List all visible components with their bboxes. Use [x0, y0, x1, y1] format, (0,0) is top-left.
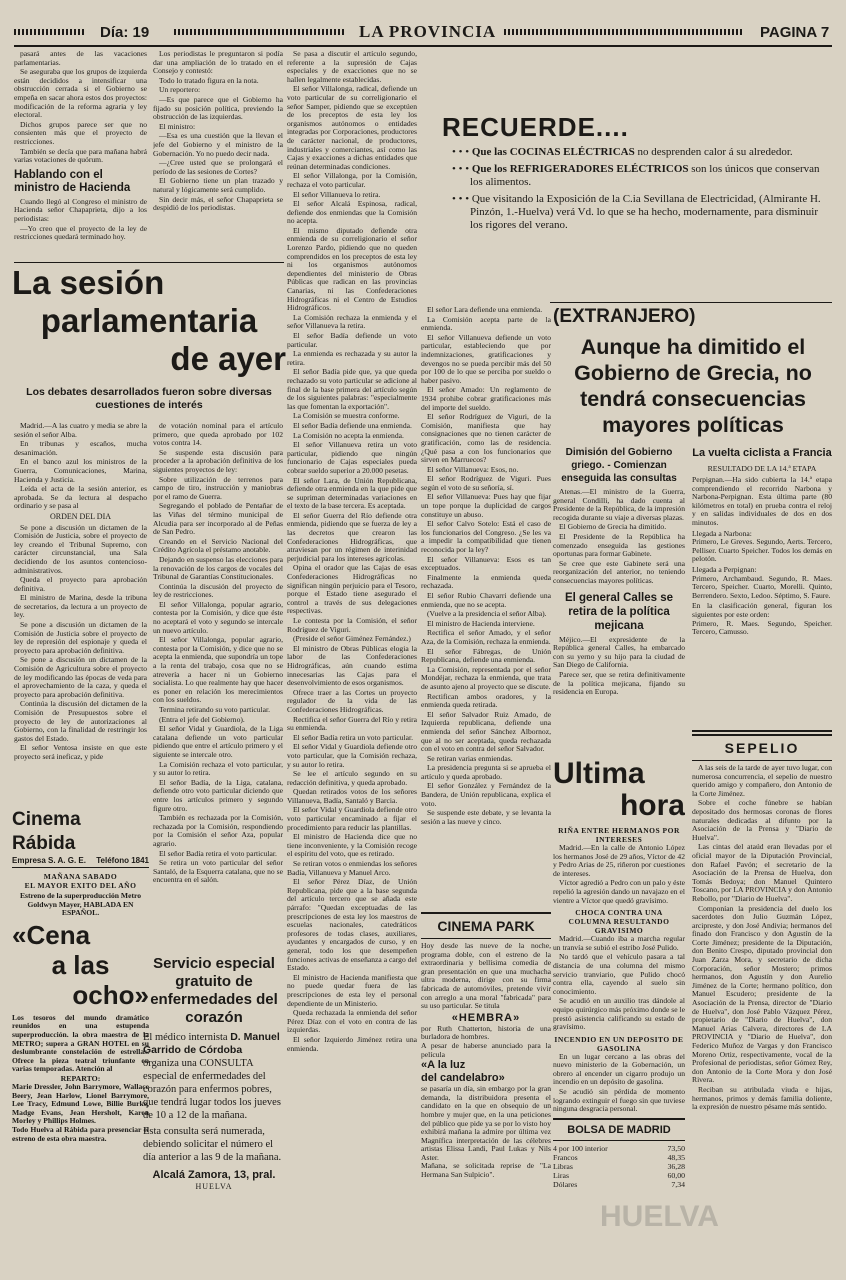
paragraph: El señor Villanueva retira un voto particular, pidiendo que ningún funcionario de Cajas especiales pueda cobrar sueldo superior a 20.000 pesetas.: [287, 440, 417, 475]
ultima-hora-title-l2: hora: [619, 789, 685, 822]
bullet-dots: • • •: [452, 163, 470, 175]
header-left-hatch: [14, 29, 84, 35]
vuelta-head: La vuelta ciclista a Francia: [692, 447, 832, 459]
paragraph: Madrid.—A las cuatro y media se abre la sesión el señor Alba.: [14, 422, 147, 439]
paragraph: Sobre utilización de terrenos para campo de tiro, instrucción y maniobras por el ramo de Guerra.: [153, 474, 283, 501]
bolsa-value: 7,34: [671, 1179, 685, 1189]
paragraph: Reciban su atribulada viuda e hijas, hermanos, primos y demás familia doliente, la expresión de nuestro pésame más sentido.: [692, 1084, 832, 1112]
paragraph: Queda rechazada la enmienda del señor Pérez Díaz con el voto en contra de las izquierdas.: [287, 1008, 417, 1035]
incendio-head: INCENDIO EN UN DEPOSITO DE GASOLINA: [554, 1034, 684, 1053]
paragraph: El señor Vidal y Guardiola, de la Liga catalana defiende un voto particular pidiendo que entre el artículo primero y el siguiente se intercale otro.: [153, 724, 283, 759]
bolsa-value: 60,00: [667, 1170, 685, 1180]
extranjero-headline: Aunque ha dimitido el Gobierno de Grecia, no tendrá consecuencias mayores políticas: [574, 335, 812, 437]
paragraph: Dejando en suspenso las elecciones para la renovación de los cargos de vocales del Tribunal de Garantías Constitucionales.: [153, 554, 283, 582]
paragraph: Ofrece traer a las Cortes un proyecto regulador de la vida de las Confederaciones Hidrográficas.: [287, 687, 417, 714]
bullet-dots: • • •: [452, 146, 470, 158]
paragraph: Todo lo tratado figura en la nota.: [159, 75, 259, 85]
recuerde-ad: [420, 112, 832, 298]
header-page: PAGINA 7: [760, 24, 830, 41]
cinema-rabida-ad: [12, 808, 149, 1218]
ultima-hora: [553, 758, 685, 1243]
servicio-city: HUELVA: [195, 1182, 233, 1191]
dimision-head: Dimisión del Gobierno griego. - Comienzan enseguida las consultas: [561, 447, 677, 484]
cinema-park-body1: Hoy desde las nueve de la noche, programa doble, con el estreno de la extraordinaria y bellísima comedia de gran presentación en que una muchacha ultra moderna, dirige con su firma fabricada de automóviles, pretende vivir con arreglo a una moral "fabricada" para su uso particular. Se titula: [421, 941, 551, 1011]
bolsa-label: Liras: [553, 1170, 570, 1180]
paragraph: El señor Calvo Sotelo: Está el caso de los funcionarios del Congreso. ¿Se les va a impedir la compatibilidad que tienen reconocida por la ley?: [421, 519, 551, 555]
paragraph: El ministro:: [159, 121, 196, 131]
paragraph: El señor Villanueva: Esos, no.: [427, 464, 519, 474]
paragraph: Se pasa a discutir el artículo segundo, referente a la supresión de Cajas especiales y de exacciones que no se hallen legalmente establecidas.: [287, 50, 417, 84]
rina-head: RIÑA ENTRE HERMANOS POR INTERESES: [558, 826, 680, 844]
paragraph: Un reportero:: [159, 85, 201, 95]
paragraph: Se pone a discusión un dictamen de la Comisión de Agricultura sobre el proyecto de ley modificando las épocas de veda para el aprovechamiento de la caza, y queda el proyecto para aprobación definitiva.: [14, 655, 147, 699]
paragraph: El señor Villalonga, popular agrario, contesta por la Comisión, y dice que éste no aceptará el voto y segundo se intercale un nuevo artículo.: [153, 599, 283, 635]
paragraph: El señor Ventosa insiste en que este proyecto será ineficaz, y pide: [14, 743, 147, 761]
paragraph: La Comisión se muestra conforme.: [293, 411, 400, 421]
cinema-park-body2: por Ruth Chatterton, historia de una burladora de hombres.: [421, 1023, 551, 1042]
paragraph: El señor Vidal y Guardiola defiende otro voto particular, que la Comisión rechaza, y su autor lo retira.: [287, 742, 417, 769]
cinema-park-film2-l2: del candelabro»: [421, 1072, 505, 1085]
paragraph: El Gobierno tiene un plan trazado y natural y lógicamente será cumplido.: [153, 176, 283, 194]
session-col2: [153, 422, 283, 942]
paragraph: A las seis de la tarde de ayer tuvo lugar, con numerosa concurrencia, el sepelio de nuestro querido amigo y compañero, don Antonio de la Corte Jiménez.: [692, 763, 832, 798]
extranjero-section: [553, 306, 833, 446]
headline-subhead: Los debates desarrollados fueron sobre diversas cuestiones de interés: [26, 386, 272, 411]
servicio-title: Servicio especial gratuito de enfermedades del corazón: [150, 955, 278, 1026]
paragraph: El ministro de Marina, desde la tribuna de secretarios, da lectura a un proyecto de ley.: [14, 593, 147, 620]
paragraph: Queda el proyecto para aprobación definitiva.: [14, 575, 147, 593]
sepelio-title: SEPELIO: [692, 734, 832, 761]
bullet-dots: • • •: [452, 193, 470, 205]
paragraph: El señor Villalonga, por la Comisión, rechaza el voto particular.: [287, 171, 417, 189]
vuelta-r3: Primero, R. Maes. Segundo, Speicher. Tercero, Camusso.: [692, 618, 832, 637]
vuelta-l1: Llegada a Narbona:: [692, 528, 752, 538]
session-col1: [14, 422, 147, 804]
bolsa-value: 73,50: [667, 1143, 685, 1153]
recuerde-line2: [420, 163, 832, 189]
paragraph: Quedan retirados votos de los señores Villanueva, Badía, Santaló y Barcia.: [287, 787, 417, 805]
recuerde-line3: [420, 193, 832, 232]
paragraph: El ministro de Obras Públicas elogia la labor de las Confederaciones Hidrográficas, aún cuando estima innecesarias las Cajas para el desenvolvimiento de esos organismos.: [287, 643, 417, 688]
cinema-rabida-cast-head: REPARTO:: [60, 1073, 101, 1083]
paragraph: Continúa la discusión del proyecto de ley de restricciones.: [153, 581, 283, 600]
archive-watermark: HUELVA: [600, 1200, 719, 1233]
paragraph: Finalmente la enmienda queda rechazada.: [421, 572, 551, 591]
recuerde-line1: [420, 146, 832, 159]
film-title-l3: ocho»: [72, 979, 149, 1010]
bolsa-value: 36,28: [667, 1161, 685, 1171]
paragraph: Termina retirando su voto particular.: [159, 705, 271, 714]
extranjero-label: (EXTRANJERO): [553, 306, 696, 327]
recuerde-title: RECUERDE....: [442, 112, 629, 142]
paragraph: El señor Fábregas, de Unión Republicana, defiende una enmienda.: [421, 646, 551, 665]
vuelta-ciclista: [692, 446, 832, 726]
paragraph: Se retira un voto particular del señor Santaló, de la Esquerra catalana, que no se encuentra en el salón.: [153, 858, 283, 885]
paragraph: El señor Vidal y Guardiola defiende otro voto particular encaminado a fijar el procedimiento para reducir las plantillas.: [287, 805, 417, 832]
recuerde-line3-text: Que visitando la Exposición de la C.ia Sevillana de Electricidad, (Almirante H. Pinzón, 1.-Huelva) verá Vd. lo que se ha hecho, modernamente, para disminuir los rigores del verano.: [470, 193, 821, 231]
paragraph: La presidencia pregunta si se aprueba el artículo y queda aprobado.: [421, 763, 551, 781]
servicio-body1-row: [143, 1031, 285, 1057]
paragraph: También es rechazada por la Comisión, rechazada por la Comisión, respondiendo por la Comisión el señor Aza, popular agrario.: [153, 813, 283, 848]
paragraph: (Vuelve a la presidencia el señor Alba).: [427, 609, 547, 619]
recuerde-line1-b: no desprenden calor á su alrededor.: [637, 146, 793, 158]
col1-top: [14, 50, 147, 260]
paragraph: El señor Rodríguez de Viguri, de la Comisión, manifiesta que hay consignaciones que no tienen carácter de gratificación, como las de residencia. ¿Qué pasa a con los funcionarios que sirven en Marruecos?: [421, 412, 551, 465]
paragraph: El señor González y Fernández de la Bandera, de Unión republicana, explica el voto.: [421, 781, 551, 808]
paragraph: Le contesta por la Comisión, el señor Rodríguez de Viguri.: [287, 616, 417, 634]
recuerde-line2-b: son los únicos que conservan los alimentos.: [470, 163, 820, 188]
paragraph: de votación nominal para el artículo primero, que queda aprobado por 102 votos contra 14.: [153, 422, 283, 448]
paragraph: El señor Badía defiende una enmienda.: [293, 420, 412, 430]
paragraph: Rectifica el señor Amado, y el señor Aza, de la Comisión, rechaza la enmienda.: [421, 628, 551, 646]
paragraph: Segregando el poblado de Pentañar de las Viñas del término municipal de Alcudia para ser incorporado al de Peñas de San Pedro.: [153, 501, 283, 537]
paragraph: —Esa es una cuestión que la llevan el jefe del Gobierno y el ministro de la Gobernación. Yo no puedo decir nada.: [153, 131, 283, 158]
paragraph: El señor Amado: Un reglamento de 1934 prohibe cobrar gratificaciones más del importe del sueldo.: [421, 385, 551, 412]
bolsa-row: [553, 1180, 685, 1189]
rina-body: [553, 844, 685, 905]
paragraph: El señor Pérez Díaz, de Unión Republicana, pide que a la base segunda del artículo tercero que se añada este párrafo: "Quedan exceptuadas de las prescripciones de esta ley los maestros de escuelas nacionales, catedráticos profesores de todas clases, auxiliares, ayudantes y encargados de curso, y en general, todo los que desempeñen funciones activas de enseñanza a cargo del Estado.: [287, 877, 417, 973]
cinema-park-body3: A pesar de haberse anunciado para la película: [421, 1040, 551, 1059]
cinema-rabida-company-row: [12, 856, 149, 868]
bolsa-row: [553, 1162, 685, 1171]
paragraph: El señor Badía pide que, ya que queda rechazado su voto particular se adicione al final de la base primera del artículo según de los siguientes palabras: "especialmente las que fomentan la exportación".: [287, 367, 417, 411]
bolsa-row: [553, 1171, 685, 1180]
vuelta-general: En la clasificación general, figuran los siguientes por este orden:: [692, 601, 832, 619]
servicio-body3: Esta consulta será numerada, debiendo solicitar el número el día anterior a las 9 de la mañana.: [143, 1126, 282, 1163]
paragraph: El señor Lara, de Unión Republicana, defiende otra enmienda en la que pide que se supriman determinadas variaciones en el texto de la base tercera. Es aceptada.: [287, 475, 417, 511]
col2-top: [153, 50, 283, 260]
col4: [421, 306, 551, 906]
servicio-body1: El médico internista: [143, 1032, 228, 1043]
sepelio-body: [692, 764, 832, 1112]
paragraph: Se retiran votos o enmiendas los señores Badía, Villanueva y Manuel Arco.: [287, 859, 417, 877]
paragraph: Víctor agredió a Pedro con un palo y éste repelió la agresión dando un navajazo en el vientre a Víctor que quedó gravísimo.: [553, 878, 685, 905]
paragraph: La Comisión, representada por el señor Mondéjar, rechaza la enmienda, que trata de asunto ajeno al proyecto que se discute.: [421, 664, 551, 691]
paragraph: La Comisión rechaza el voto particular, y su autor lo retira.: [153, 759, 283, 778]
header-day: Día: 19: [100, 24, 150, 41]
cinema-rabida-closing: Todo Huelva al Rábida para presenciar el estreno de esta obra maestra.: [12, 1124, 149, 1143]
paragraph: El ministro de Hacienda manifiesta que no puede quedar fuera de las prescripciones de esta ley el personal dependiente de un Ministerio.: [287, 972, 417, 1008]
sepelio-rule: [692, 730, 832, 732]
page-header: [14, 22, 832, 44]
paragraph: Componían la presidencia del duelo los sacerdotes don Julio Guzmán López, arcipreste, y don José Andivia; hermanos del finado don Francisco y don Agustín de la Corte Jiménez; presidente de la Diputación, don Benito Crespo, diputado provincial don Juan Zarza Mora, y secretario de dicha Corporación, señor Mostero; primos hermanos, don Agustín y don Aurelio Jiménez de la Corte; hermano político, don Manuel Escudero; presidente de la Asociación de la Prensa, director de "Diario de Huelva", don José Pablo Vázquez Pérez, propietario de "Diario de Huelva", don Manuel Arias Calvera, directores de LA PROVINCIA y "Diario de Huelva", don Federico Muñoz de Vargas y don Francisco Moreno Ortiz, respectivamente, vocal de la Profesional de periodistas, señor Gómez Rey, don Antonio de la Corte Mora y don José Rivera.: [692, 903, 832, 1085]
paragraph: El señor Rubio Chavarri defiende una enmienda, que no se acepta.: [421, 591, 551, 609]
headline-rule-top: [14, 262, 284, 263]
paragraph: El señor Izquierdo Jiménez retira una enmienda.: [287, 1034, 417, 1053]
bolsa-row: [553, 1153, 685, 1162]
paragraph: El señor Alcalá Espinosa, radical, defiende dos enmiendas que la Comisión no acepta.: [287, 199, 417, 226]
paragraph: —Yo creo que el proyecto de la ley de restricciones quedará terminado hoy.: [14, 223, 147, 242]
paragraph: Rectifica el señor Guerra del Río y retira su enmienda.: [287, 714, 417, 733]
cinema-rabida-phone: Teléfono 1841: [96, 856, 149, 865]
paragraph: Creando en el Servicio Nacional del Crédito Agrícola el préstamo anotable.: [153, 536, 283, 555]
headline-line3: de ayer: [170, 340, 286, 377]
paragraph: El señor Rodríguez de Viguri. Pues según el voto de su señoría, sí.: [421, 474, 551, 492]
vuelta-r2: Primero, Archambaud. Segundo, R. Maes. Tercero, Speicher. Cuarto, Morelli. Quinto, Berrendero. Sexto, Ledoo. Séptimo, S. Faure.: [692, 573, 832, 600]
paragraph: El señor Badía retira el voto particular.: [159, 848, 277, 858]
paragraph: Se acudió en un auxilio tras dándole al equipo quirúrgico más próximo donde se le prestó asistencia calificando su estado de gravísimo.: [553, 996, 685, 1032]
incendio-body: [553, 1053, 685, 1114]
paragraph: Se cree que este Gabinete será una reorganización del anterior, no teniendo consecuencias mayores políticas.: [553, 558, 685, 585]
paragraph: Se lee el artículo segundo en su redacción definitiva, y queda aprobado.: [287, 769, 417, 787]
extranjero-rule: [550, 302, 832, 303]
paragraph: (Preside el señor Giménez Fernández.): [293, 634, 411, 644]
paragraph: También se decía que para mañana habrá varias votaciones de quórum.: [14, 146, 147, 165]
dimision-body: [553, 488, 685, 586]
paragraph: Se suspende esta discusión para proceder a la aprobación definitiva de los siguientes proyectos de ley:: [153, 447, 283, 474]
paragraph: Atenas.—El ministro de la Guerra, general Condilli, ha dado cuenta al Presidente de la República, de la impresión recogida durante su viaje a diversas plazas.: [553, 487, 685, 522]
servicio-doctor: D. Manuel Garrido de Córdoba: [143, 1031, 280, 1056]
paragraph: Rectifican ambos oradores, y la enmienda queda retirada.: [421, 691, 551, 710]
cinema-rabida-tag: EL MAYOR EXITO DEL AÑO: [24, 881, 137, 890]
paragraph: El señor Villanueva: Pues hay que fijar un tope porque la duplicidad de cargos constituye un abuso.: [421, 492, 551, 519]
paragraph: El señor Lara defiende una enmienda.: [427, 306, 543, 314]
bolsa-label: Dólares: [553, 1179, 578, 1189]
paragraph: El señor Guerra del Río defiende otra enmienda, pidiendo que se fuerza de ley a las decretos que crearon las Confederaciones Hidrográficas, que atraviesan por un régimen de interinidad perjudicial para los intereses agrícolas.: [287, 510, 417, 563]
paragraph: pasará antes de las vacaciones parlamentarias.: [14, 50, 147, 67]
header-mid-hatch: [174, 29, 344, 35]
vuelta-r1: Primero, Le Greves. Segundo, Aerts. Tercero, Pelliser. Cuarto Speicher. Todos los demás en pelotón.: [692, 537, 832, 564]
paragraph: El señor Villalonga, popular agrario, contesta por la Comisión, y dice que no se acepta la enmienda, que supondría un tope a la renta del trabajo, cosa que no se atrevería a hacer ni un Gobierno socialista. Lo que realmente hay que hacer es poner en relación los merecimientos con los sueldos.: [153, 635, 283, 705]
paragraph: El señor Villanueva defiende un voto particular, estableciendo que por indemnizaciones, gratificaciones y devengos no se pueda percibir más del 50 por 100 de lo que se perciba por sueldo o haber pasivo.: [421, 332, 551, 385]
cinema-park-title: CINEMA PARK: [421, 912, 551, 939]
paragraph: Se acudió sin pérdida de momento logrando extinguir el fuego sin que tuviese ninguna desgracia personal.: [553, 1087, 685, 1114]
calles-body: [553, 636, 685, 697]
paragraph: El Presidente de la República ha comenzado enseguida las gestiones oportunas para formar Gabinete.: [553, 531, 685, 559]
paragraph: Sin decir más, el señor Chapaprieta se despidió de los periodistas.: [153, 194, 283, 213]
paragraph: La Comisión rechaza la enmienda y el señor Villanueva la retira.: [287, 312, 417, 331]
paragraph: El señor Villanueva: Esos es tan exceptuados.: [421, 554, 551, 573]
paragraph: Los periodistas le preguntaron si podía dar una ampliación de lo tratado en el Consejo y contestó:: [153, 50, 283, 76]
paragraph: Se pone a discusión un dictamen de la Comisión de Justicia sobre el proyecto de ley de represión del espionaje y queda el proyecto para aprobación definitiva.: [14, 620, 147, 655]
paragraph: El ministro de Hacienda interviene.: [427, 618, 535, 628]
headline-line2: parlamentaria: [40, 302, 258, 339]
cinema-park-body5: Mañana, se solicitada reprise de "La Hermana San Sulpicio".: [421, 1161, 551, 1180]
header-right-hatch: [504, 29, 744, 35]
paragraph: Sobre el coche fúnebre se habían depositado dos hermosas coronas de flores naturales dedicadas al difunto por la Asociación de la Prensa y "Diario de Huelva".: [692, 798, 832, 842]
paragraph: El mismo diputado defiende otra enmienda de su correligionario el señor Lorenzo Pardo, pidiendo que no queden comprendidos en los preceptos de esta ley ni los organismos autónomos dependientes del ministerio de Obras Públicas que radican en las provincias Canarias, ni las Confederaciones Hidrográficas ni el Centro de Estudios Hidrográficos.: [287, 225, 417, 313]
calles-head: El general Calles se retira de la política mejicana: [564, 591, 674, 632]
choca-body: [553, 935, 685, 1032]
film-title-l1: «Cena: [12, 919, 91, 950]
paragraph: —Es que parece que el Gobierno ha fijado su posición política, previendo la obstrucción de las izquierdas.: [153, 94, 283, 122]
paragraph: En un lugar cercano a las obras del nuevo ministerio de la Gobernación, un obrero al encender un cigarro produjo un incendio en un depósito de gasolina.: [553, 1051, 685, 1087]
paragraph: El señor Badía retira un voto particular.: [293, 732, 413, 742]
orden-del-dia: ORDEN DEL DIA: [49, 511, 112, 521]
paragraph: Madrid.—Cuando iba a marcha regular un tranvía se subió el estribo José Pulido.: [553, 934, 685, 952]
paragraph: —¿Cree usted que se prolongará el período de las sesiones de Cortes?: [153, 158, 283, 176]
subhead-hacienda: Hablando con el ministro de Hacienda: [14, 168, 131, 194]
paragraph: En el banco azul los ministros de la Guerra, Comunicaciones, Marina, Hacienda y Justicia.: [14, 457, 147, 484]
paragraph: El señor Villalonga, radical, defiende un voto particular de su correligionario el señor Samper, pidiendo que se exceptúen de los preceptos de esta ley los organismos autónomos o entidades integradas por Corporaciones, productores de carácter nacional, de productores, industriales y comerciantes, así como las Cajas y exacciones a dichas entidades que reúnan determinadas condiciones.: [287, 84, 417, 171]
cinema-rabida-date: MAÑANA SABADO: [43, 872, 118, 881]
servicio-body2: organiza una CONSULTA especial de enfermedades del corazón para enfermos pobres, que tendrá lugar todos los jueves de 10 a 12 de la mañana.: [143, 1058, 281, 1121]
bolsa-row: [553, 1144, 685, 1153]
paragraph: Se retiran varias enmiendas.: [427, 753, 513, 763]
vuelta-body: Perpignan.—Ha sido cubierta la 14.ª etapa comprendiendo el recorrido Narbona y Narbona-Perpignan. Esta última parte (80 kilómetros en total) en prueba contra el reloj y en salidas individuales de dos en dos minutos.: [692, 475, 832, 527]
cinema-rabida-company: Empresa S. A. G. E.: [12, 856, 86, 865]
cinema-park-film: «HEMBRA»: [451, 1011, 521, 1024]
bolsa-label: 4 por 100 interior: [553, 1143, 608, 1153]
paragraph: Leída el acta de la sesión anterior, es aprobada. Se da lectura al despacho ordinario y se pasa al: [14, 484, 147, 511]
cinema-rabida-title: Cinema Rábida: [12, 809, 81, 854]
paragraph: Dichos grupos parece ser que no consienten más que el proyecto de restricciones.: [14, 119, 147, 146]
paragraph: Se suspende este debate, y se levanta la sesión a las nueve y cinco.: [421, 808, 551, 826]
cinema-rabida-desc: Estreno de la superproducción Metro Goldwyn Mayer, HABLADA EN ESPAÑOL.: [19, 891, 142, 918]
cinema-park-film2-l1: «A la luz: [421, 1059, 466, 1072]
vuelta-sub: RESULTADO DE LA 14.ª ETAPA: [707, 464, 817, 473]
paragraph: El Gobierno de Grecia ha dimitido.: [559, 522, 667, 532]
paragraph: Se pone a discusión un dictamen de la Comisión de Justicia, sobre el proyecto de ley creando el Tribunal Supremo, con carácter circunstancial, una Sala decidiendo de los asuntos contencioso-administrativos.: [14, 522, 147, 575]
dimision-article: [553, 446, 685, 776]
paragraph: (Entra el jefe del Gobierno).: [159, 714, 245, 724]
choca-head: CHOCA CONTRA UNA COLUMNA RESULTANDO GRAVISIMO: [568, 908, 670, 936]
paragraph: El señor Salvador Ruiz Amado, de Izquierda republicana, defiende una enmienda del señor Sánchez Albornoz, que al no ser aceptada, queda rechazada con el voto en contra del señor Salvador.: [421, 709, 551, 754]
cinema-park-ad: [421, 912, 551, 1237]
paragraph: Se aseguraba que los grupos de izquierda están decididos a intensificar una obstrucción cerrada si el Gobierno se empeña en sacar ahora estos dos proyectos: modificación de la reforma agraria y ley electoral.: [14, 67, 147, 120]
main-headline: [12, 264, 286, 384]
paragraph: Madrid.—En la calle de Antonio López los hermanos José de 29 años, Víctor de 42 y Pedro Arias de 25, riñeron por cuestiones de intereses.: [553, 843, 685, 878]
paragraph: Continúa la discusión del dictamen de la Comisión de Presupuestos sobre el proyecto de ley de autorizaciones al Gobierno, con la finalidad de restringir los gastos del Estado.: [14, 699, 147, 743]
paragraph: Las cintas del ataúd eran llevadas por el oficial mayor de la Diputación Provincial, don Rafael Pavón; el secretario de la Asociación de la Prensa de Huelva, don Tomás Bedoya; don Manuel Quintero Toscano, por LA PROVINCIA y don Antonio Rebollo, por "Diario de Huelva".: [692, 842, 832, 903]
bolsa-label: Libras: [553, 1161, 573, 1171]
col3: [287, 50, 417, 1240]
cinema-rabida-body: Los tesoros del mundo dramático reunidos en una estupenda superproducción. la obra maestra de la METRO; supera a GRAN HOTEL en su deslumbrante constelación de estrellas. Ofrece la pieza teatral triunfante en varias temporadas. Atención al: [12, 1012, 149, 1074]
ultima-hora-title-l1: Ultima: [553, 758, 645, 790]
vuelta-l2: Llegada a Perpignan:: [692, 564, 757, 574]
bolsa-title: BOLSA DE MADRID: [553, 1118, 685, 1141]
paragraph: Méjico.—El expresidente de la República general Calles, ha embarcado con su yerno y su hijo para la ciudad de San Diego de California.: [553, 634, 685, 670]
cinema-park-body4: se pasaría un día, sin embargo por la gran demanda, la distribuidora presenta el candidato en la que en obsequio de un hombre y mujer que, en la una peticiones del público que pide ya se por lo visto hoy exhibirá mañana la admire por última vez Magnífica interpretación de las célebres artistas Elissa Landi, Paul Lukas y Nils Aster.: [421, 1084, 551, 1162]
paragraph: El señor Badía defiende un voto particular.: [287, 331, 417, 349]
header-rule: [14, 45, 832, 47]
servicio-ad: [143, 955, 285, 1245]
film-title-l2: a las: [51, 949, 110, 980]
paragraph: La enmienda es rechazada y su autor la retira.: [287, 349, 417, 367]
paragraph: El ministro de Hacienda dice que no tiene inconveniente, y la Comisión recoge el espíritu del voto, que es retirado.: [287, 832, 417, 859]
paragraph: Parece ser, que se retira definitivamente de la política mejicana, fijando su residencia en Europa.: [553, 669, 685, 697]
paragraph: El señor Villanueva lo retira.: [293, 189, 381, 199]
masthead: LA PROVINCIA: [359, 22, 497, 41]
sepelio: [692, 734, 832, 1239]
paragraph: No tardó que el vehículo pasara a tal distancia de una columna del mismo servicio tranviario, que Pulido chocó contra ella, cayendo al suelo sin conocimiento.: [553, 952, 685, 996]
paragraph: Opina el orador que las Cajas de esas Confederaciones Hidrográficas no significan ningún perjuicio para el Tesoro, porque el Estado tiene asegurado el control a través de sus delegaciones respectivas.: [287, 563, 417, 616]
headline-line1: La sesión: [12, 264, 165, 301]
bolsa-label: Francos: [553, 1152, 578, 1162]
servicio-address: Alcalá Zamora, 13, pral.: [152, 1169, 276, 1181]
paragraph: La Comisión no acepta la enmienda.: [293, 430, 404, 440]
paragraph: Cuando llegó al Congreso el ministro de Hacienda señor Chapaprieta, dijo a los periodistas:: [14, 196, 147, 223]
paragraph: La Comisión acepta parte de la enmienda.: [421, 314, 551, 333]
recuerde-line1-a: Que las COCINAS ELÉCTRICAS: [471, 146, 635, 158]
recuerde-line2-a: Que los REFRIGERADORES ELÉCTRICOS: [471, 163, 689, 175]
bolsa-value: 48,35: [667, 1152, 685, 1162]
paragraph: El señor Badía, de la Liga, catalana, defiende otro voto particular diciendo que entre los artículos primero y segundo figure otro.: [153, 777, 283, 813]
paragraph: En tribunas y escaños, mucha desanimación.: [14, 439, 147, 457]
cinema-rabida-cast: Marie Dressler, John Barrymore, Wallace Beery, Jean Harlow, Lionel Barrymore, Lee Tracy, Edmund Lowe, Billie Burke, Madge Evans, Jean Hersholt, Karen Morley y Phillips Holmes.: [12, 1081, 149, 1126]
